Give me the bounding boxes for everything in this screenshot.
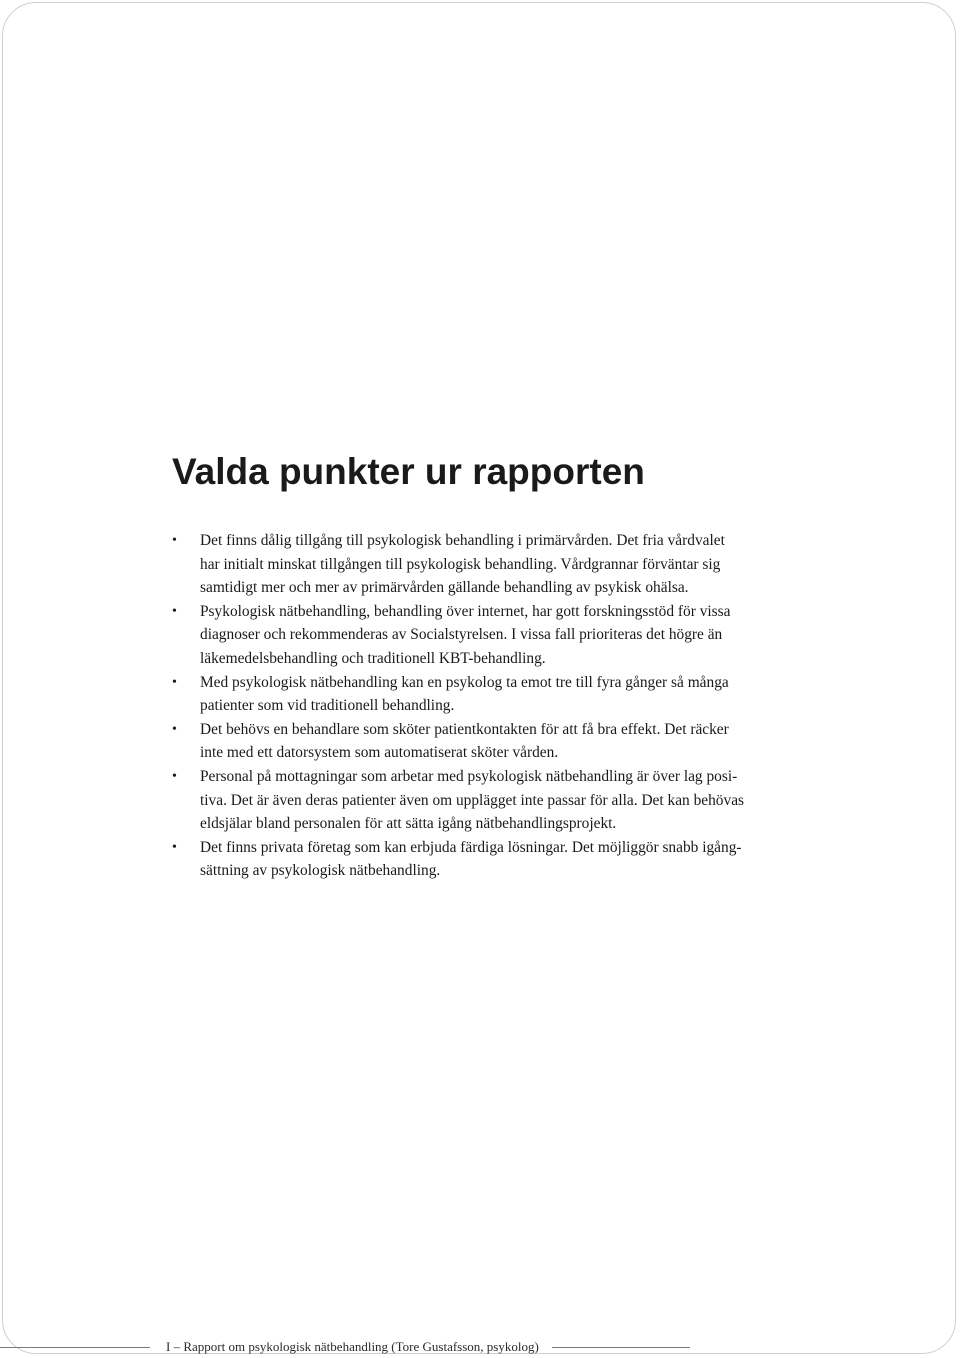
bullet-item (172, 671, 772, 718)
bullet-line: Personal på mottagningar som arbetar med psykologisk nätbehandling är över lag posi- (200, 767, 738, 785)
bullet-dot: • (172, 603, 177, 619)
bullet-line: har initialt minskat tillgången till psykologisk behandling. Vårdgrannar förväntar sig (200, 555, 721, 573)
footer-text: I – Rapport om psykologisk nätbehandling (Tore Gustafsson, psykolog) (166, 1339, 539, 1354)
bullet-line: tiva. Det är även deras patienter även om upplägget inte passar för alla. Det kan behövas (200, 791, 745, 809)
bullet-list (172, 529, 772, 883)
bullet-line: diagnoser och rekommenderas av Socialstyrelsen. I vissa fall prioriteras det högre än (200, 626, 723, 644)
bullet-dot: • (172, 674, 177, 690)
bullet-line: inte med ett datorsystem som automatiserat sköter vården. (200, 744, 559, 762)
page-footer (0, 1338, 960, 1358)
page-heading: Valda punkter ur rapporten (172, 451, 645, 492)
bullet-dot: • (172, 533, 177, 548)
bullet-line: Psykologisk nätbehandling, behandling över internet, har gott forskningsstöd för vissa (200, 602, 731, 620)
bullet-dot: • (172, 839, 177, 855)
bullet-line: Det finns privata företag som kan erbjuda färdiga lösningar. Det möjliggör snabb igång- (200, 838, 742, 856)
bullet-line: sättning av psykologisk nätbehandling. (200, 862, 441, 880)
footer-rule-left (0, 1347, 150, 1348)
bullet-line: Det finns dålig tillgång till psykologisk behandling i primärvården. Det fria vårdvalet (200, 532, 725, 549)
bullet-item (172, 765, 772, 836)
bullet-item (172, 529, 772, 600)
bullet-line: Det behövs en behandlare som sköter patientkontakten för att få bra effekt. Det räcker (200, 720, 729, 738)
bullet-line: samtidigt mer och mer av primärvården gällande behandling av psykisk ohälsa. (200, 579, 689, 597)
bullet-line: patienter som vid traditionell behandling. (200, 697, 455, 715)
bullet-item (172, 718, 772, 765)
footer-rule-right (552, 1347, 690, 1348)
bullet-dot: • (172, 721, 177, 737)
bullet-line: eldsjälar bland personalen för att sätta igång nätbehandlingsprojekt. (200, 815, 617, 833)
bullet-line: Med psykologisk nätbehandling kan en psykolog ta emot tre till fyra gånger så många (200, 673, 729, 691)
bullet-item (172, 836, 772, 883)
bullet-item (172, 600, 772, 671)
bullet-line: läkemedelsbehandling och traditionell KBT-behandling. (200, 649, 546, 667)
bullet-dot: • (172, 768, 177, 784)
